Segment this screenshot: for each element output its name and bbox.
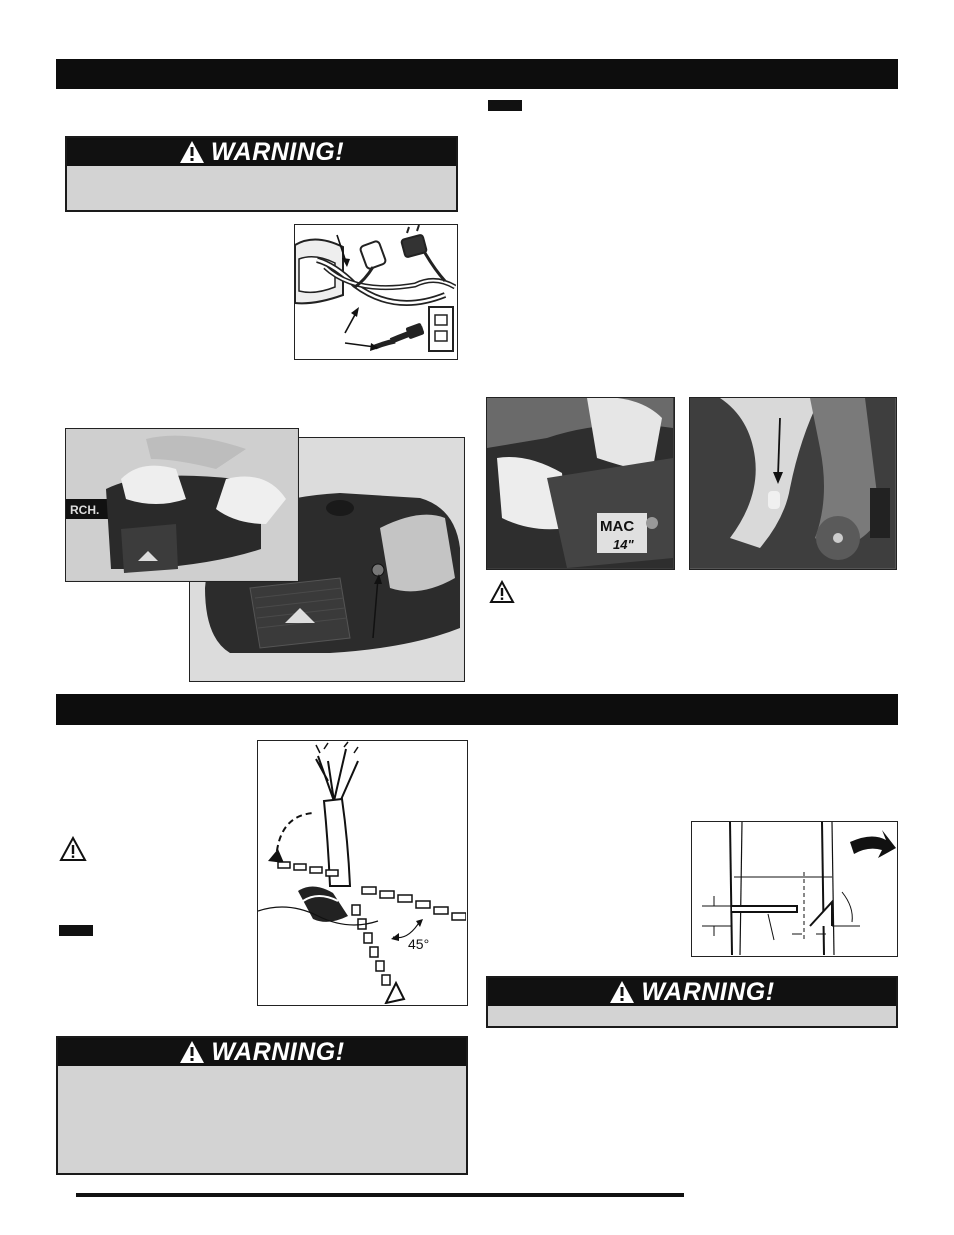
saw-size-text: 14" [613, 537, 634, 552]
switch-lockout-photo [689, 397, 897, 570]
warning-title: WARNING! [210, 137, 345, 166]
angle-label: 45° [408, 936, 430, 952]
section-header-bar-top [56, 59, 898, 89]
notch-drawing [692, 822, 896, 955]
saw-badge-text: MAC [600, 518, 635, 535]
warning-header [58, 1038, 466, 1066]
warning-header [67, 138, 456, 166]
footer-rule [76, 1193, 684, 1197]
section-header-bar-middle [56, 694, 898, 725]
cord-outlet-drawing [295, 225, 456, 358]
warning-header [488, 978, 896, 1006]
warning-title: WARNING! [211, 1037, 345, 1066]
warning-box-top [65, 136, 458, 212]
caution-icon-left [59, 836, 87, 862]
felling-direction-diagram [257, 740, 468, 1006]
felling-drawing [258, 741, 466, 1004]
warning-title: WARNING! [641, 977, 775, 1006]
warning-box-bottom [56, 1036, 468, 1175]
warning-triangle-icon [179, 1040, 205, 1064]
note-tag-left [59, 925, 93, 936]
warning-triangle-icon [179, 140, 205, 164]
switch-lockout-drawing [690, 398, 895, 568]
warning-triangle-icon [609, 980, 635, 1004]
note-tag-top [488, 100, 522, 111]
saw-grip-photo-small [65, 428, 299, 582]
saw-front-drawing [66, 429, 297, 580]
notch-cut-diagram [691, 821, 898, 957]
saw-handle-photo [486, 397, 675, 570]
bar-brand-text: RCH. [70, 503, 100, 517]
extension-cord-illustration [294, 224, 458, 360]
warning-box-right [486, 976, 898, 1028]
saw-handle-drawing [487, 398, 673, 568]
caution-icon [489, 580, 515, 604]
